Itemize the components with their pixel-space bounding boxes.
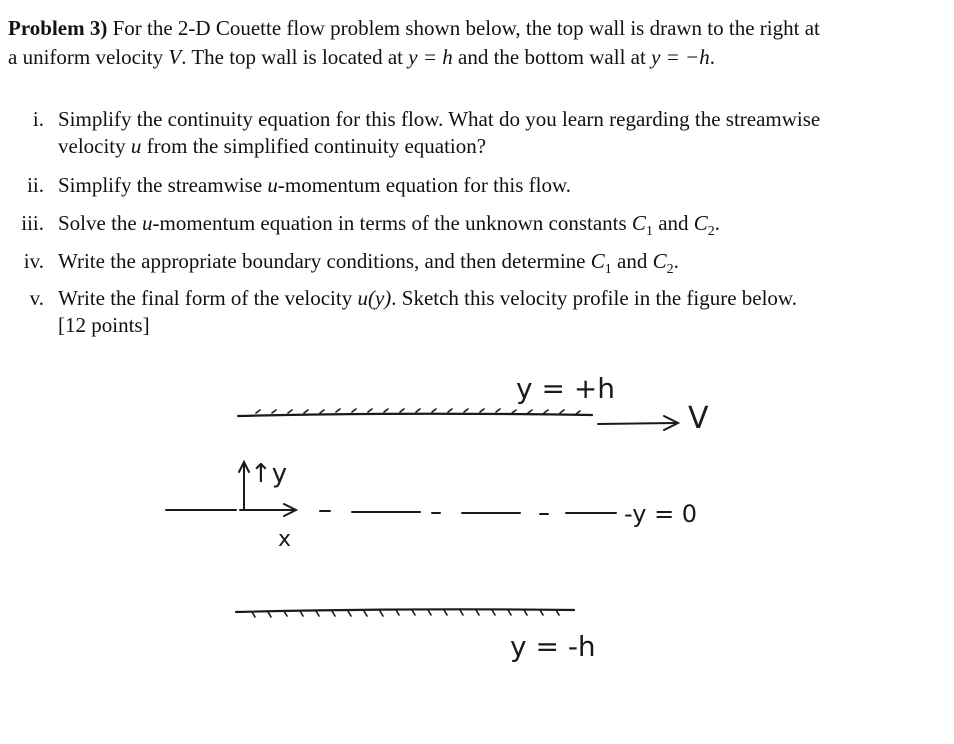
centerline	[166, 510, 616, 514]
problem-intro	[8, 14, 928, 72]
c1-subscript: 1	[604, 262, 612, 278]
item-v-text-a: Write the final form of the velocity	[58, 286, 358, 310]
intro-text-2c: and the bottom wall at	[452, 45, 652, 69]
var-u: u	[142, 211, 153, 235]
item-text	[58, 248, 918, 278]
item-ii-text-a: Simplify the streamwise	[58, 173, 268, 197]
item-i-text-b: from the simplified continuity equation?	[141, 134, 487, 158]
item-number: iv.	[23, 249, 44, 273]
item-ii-text-b: -momentum equation for this flow.	[277, 173, 572, 197]
item-number: v.	[29, 286, 44, 310]
centerline-label: -y = 0	[624, 500, 698, 528]
var-u: u	[130, 134, 142, 158]
bottom-wall-label: y = -h	[510, 630, 596, 663]
velocity-symbol: V	[168, 45, 182, 69]
velocity-label: V	[688, 401, 709, 436]
couette-flow-sketch	[0, 360, 954, 744]
top-wall-label: y = +h	[516, 372, 616, 405]
item-iv-text-a: Write the appropriate boundary conditions, and then determine	[58, 249, 591, 273]
item-number: iii.	[21, 211, 44, 235]
c2-subscript: 2	[666, 262, 674, 278]
points-label: [12 points]	[58, 313, 150, 337]
item-iv-and: and	[611, 249, 653, 273]
var-u: u	[267, 173, 278, 197]
item-iv-end: .	[673, 249, 679, 273]
constant-c2: C	[652, 249, 667, 273]
bottom-wall	[236, 609, 574, 617]
item-iii-text-b: -momentum equation in terms of the unknown constants	[152, 211, 632, 235]
item-text	[58, 285, 918, 339]
item-number: i.	[32, 107, 44, 131]
x-axis-label: x	[278, 527, 292, 552]
constant-c2: C	[693, 211, 708, 235]
top-wall	[238, 409, 592, 416]
intro-line-1	[8, 14, 928, 43]
item-text	[58, 106, 918, 160]
c1-subscript: 1	[645, 224, 653, 240]
constant-c1: C	[631, 211, 646, 235]
item-i-line-1: Simplify the continuity equation for this flow. What do you learn regarding the streamwise	[58, 107, 821, 131]
intro-text-1: For the 2-D Couette flow problem shown below, the top wall is drawn to the right at	[112, 16, 820, 40]
intro-line-2	[8, 43, 928, 72]
item-v-line-1	[58, 285, 918, 312]
item-i-text-a: velocity	[58, 134, 131, 158]
problem-label: Problem 3)	[8, 16, 108, 40]
item-v-text-b: . Sketch this velocity profile in the figure below.	[391, 286, 797, 310]
intro-text-2a: a uniform velocity	[8, 45, 169, 69]
intro-text-2d: .	[709, 45, 715, 69]
item-text	[58, 172, 918, 199]
item-iii-end: .	[714, 211, 721, 235]
top-wall-equation: y = h	[408, 45, 453, 69]
velocity-arrow	[598, 416, 678, 430]
item-iii-text-a: Solve the	[58, 211, 142, 235]
item-number: ii.	[27, 173, 44, 197]
item-i-line-2	[58, 133, 918, 160]
var-u-of-y: u(y)	[357, 286, 392, 310]
bottom-wall-equation: y = −h	[651, 45, 710, 69]
item-text	[58, 210, 918, 240]
c2-subscript: 2	[707, 224, 715, 240]
item-iii-and: and	[652, 211, 694, 235]
constant-c1: C	[590, 249, 605, 273]
y-axis-label: ↑y	[250, 459, 288, 489]
intro-text-2b: . The top wall is located at	[181, 45, 409, 69]
